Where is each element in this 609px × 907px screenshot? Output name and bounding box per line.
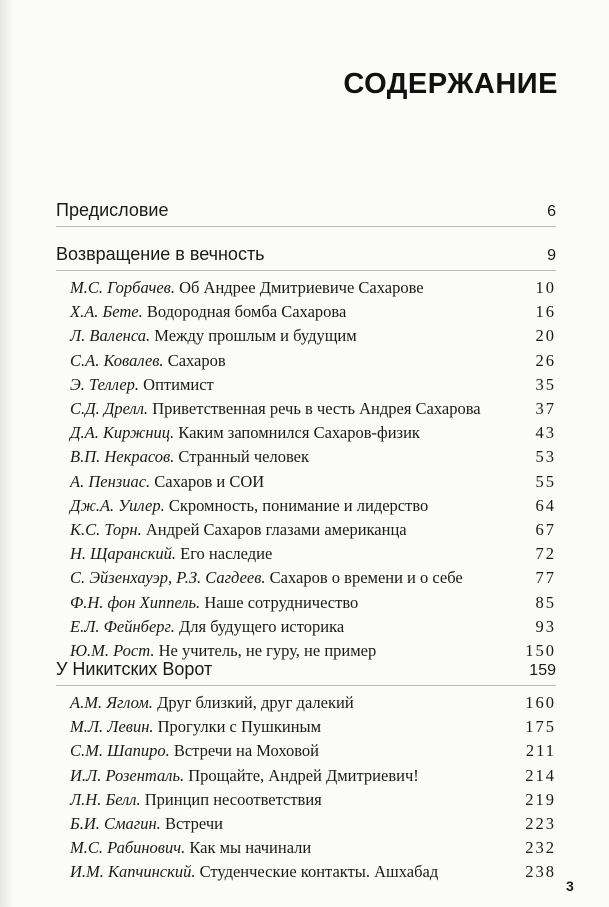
toc-entry: [56, 741, 556, 761]
entry-title: [56, 766, 419, 786]
entry-author: С.Д. Дрелл.: [70, 399, 149, 418]
entry-page-number: 35: [535, 374, 556, 394]
entry-title: [56, 641, 376, 661]
entry-page-number: 37: [535, 399, 556, 418]
entry-page-number: 160: [525, 693, 556, 712]
entry-work-title: Приветственная речь в честь Андрея Сахарова: [152, 399, 481, 418]
entry-work-title: Сахаров и СОИ: [154, 471, 265, 491]
toc-entry: [56, 326, 556, 346]
entry-title: [56, 838, 311, 858]
entry-title: [56, 568, 463, 588]
entry-page-number: 214: [525, 765, 556, 785]
entry-page-number: 20: [535, 326, 556, 346]
entry-work-title: Не учитель, не гуру, не пример: [158, 641, 377, 660]
toc-section: [56, 200, 556, 221]
entry-page-number: 175: [525, 717, 556, 737]
entry-work-title: Андрей Сахаров глазами американца: [145, 520, 407, 539]
section-divider: [56, 685, 556, 686]
entry-title: [56, 790, 322, 810]
entry-work-title: Встречи: [164, 814, 223, 833]
entry-author: А. Пензиас.: [70, 471, 151, 491]
toc-entry: [56, 375, 556, 395]
entry-work-title: Принцип несоответствия: [144, 789, 322, 809]
page-title: СОДЕРЖАНИЕ: [343, 68, 558, 100]
toc-entry: [56, 399, 556, 419]
entry-title: [56, 593, 358, 613]
entry-author: Дж.А. Уилер.: [70, 495, 165, 515]
entry-author: С. Эйзенхауэр, Р.З. Сагдеев.: [70, 568, 266, 588]
toc-entry: [56, 568, 556, 588]
entry-page-number: 85: [535, 592, 556, 612]
entry-page-number: 55: [535, 471, 556, 491]
entry-title: [56, 520, 407, 540]
toc-entry: [56, 617, 556, 637]
entry-title: [56, 423, 420, 443]
entry-author: К.С. Торн.: [70, 520, 142, 539]
toc-entry: [56, 351, 556, 371]
entry-work-title: Водородная бомба Сахарова: [146, 302, 347, 322]
entry-page-number: 43: [535, 423, 556, 443]
entry-work-title: Встречи на Моховой: [173, 741, 320, 761]
toc-entry: [56, 447, 556, 467]
entry-author: Э. Теллер.: [70, 374, 140, 394]
entry-author: С.М. Шапиро.: [70, 741, 170, 761]
entry-work-title: Оптимист: [143, 374, 214, 394]
entry-author: Д.А. Киржниц.: [70, 423, 175, 443]
entry-title: [56, 693, 354, 713]
entry-title: [56, 375, 214, 395]
entry-title: [56, 717, 321, 737]
entry-title: [56, 326, 357, 346]
toc-entry: [56, 278, 556, 298]
toc-entry: [56, 520, 556, 540]
toc-entry: [56, 814, 556, 834]
toc-entry: [56, 496, 556, 516]
entry-title: [56, 472, 264, 492]
entry-page-number: 53: [535, 447, 556, 467]
entry-author: Л.Н. Белл.: [70, 789, 141, 809]
page-number: 3: [566, 878, 574, 894]
entry-author: Л. Валенса.: [70, 326, 151, 346]
entry-title: [56, 399, 481, 419]
entry-page-number: 16: [535, 302, 556, 322]
entry-page-number: 211: [525, 741, 556, 761]
entry-author: И.М. Капчинский.: [70, 862, 196, 882]
toc-entry: [56, 766, 556, 786]
entry-author: М.С. Рабинович.: [70, 838, 186, 858]
section-page-number: 159: [529, 662, 556, 679]
entry-page-number: 67: [535, 520, 556, 539]
toc-entry: [56, 423, 556, 443]
entry-title: [56, 351, 226, 371]
entry-work-title: Между прошлым и будущим: [154, 326, 357, 346]
toc-entry: [56, 790, 556, 810]
entry-work-title: Друг близкий, друг далекий: [157, 693, 354, 712]
toc-entry: [56, 544, 556, 564]
entry-title: [56, 862, 438, 882]
entry-title: [56, 447, 309, 467]
entry-page-number: 26: [535, 350, 556, 370]
entry-page-number: 93: [535, 616, 556, 636]
entry-work-title: Студенческие контакты. Ашхабад: [199, 862, 439, 882]
section-title: У Никитских Ворот: [56, 659, 213, 679]
entry-work-title: Прощайте, Андрей Дмитриевич!: [188, 765, 419, 785]
entry-page-number: 150: [525, 641, 556, 660]
entry-page-number: 219: [525, 789, 556, 809]
entry-work-title: Его наследие: [180, 544, 273, 564]
entry-title: [56, 496, 428, 516]
entry-author: В.П. Некрасов.: [70, 447, 175, 467]
entry-work-title: Об Андрее Дмитриевиче Сахарове: [179, 278, 424, 297]
toc-entry: [56, 862, 556, 882]
entry-title: [56, 814, 223, 834]
toc-entry: [56, 693, 556, 713]
toc-section: [56, 244, 556, 265]
entry-author: С.А. Ковалев.: [70, 350, 164, 370]
toc-entry: [56, 302, 556, 322]
section-title: Возвращение в вечность: [56, 244, 265, 264]
entry-author: М.Л. Левин.: [70, 717, 154, 737]
entry-work-title: Каким запомнился Сахаров-физик: [178, 423, 420, 443]
page-binding-edge: [0, 0, 14, 907]
entry-title: [56, 544, 272, 564]
entry-title: [56, 302, 346, 322]
entry-page-number: 238: [525, 862, 556, 882]
entry-work-title: Как мы начинали: [189, 838, 312, 858]
entry-work-title: Странный человек: [178, 447, 310, 467]
entry-page-number: 10: [535, 278, 556, 297]
entry-author: Ю.М. Рост.: [70, 641, 155, 660]
section-divider: [56, 226, 556, 227]
entry-author: Ф.Н. фон Хиппель.: [70, 592, 201, 612]
toc-section: [56, 659, 556, 680]
entry-author: Н. Щаранский.: [70, 544, 176, 564]
entry-work-title: Сахаров о времени и о себе: [269, 568, 463, 588]
entry-work-title: Наше сотрудничество: [204, 592, 359, 612]
entry-author: И.Л. Розенталь.: [70, 765, 185, 785]
entry-author: Е.Л. Фейнберг.: [70, 616, 175, 636]
toc-entry: [56, 838, 556, 858]
entry-author: М.С. Горбачев.: [70, 278, 175, 297]
section-page-number: 9: [547, 247, 556, 264]
toc-entry: [56, 593, 556, 613]
toc-entry: [56, 641, 556, 661]
entry-work-title: Прогулки с Пушкиным: [157, 717, 322, 737]
entry-title: [56, 617, 344, 637]
entry-author: Б.И. Смагин.: [70, 814, 161, 833]
section-page-number: 6: [547, 203, 556, 220]
entry-page-number: 64: [535, 495, 556, 515]
section-title: Предисловие: [56, 200, 169, 220]
toc-entry: [56, 717, 556, 737]
entry-title: [56, 741, 319, 761]
entry-work-title: Сахаров: [167, 350, 226, 370]
entry-page-number: 72: [535, 544, 556, 564]
entry-title: [56, 278, 424, 298]
section-divider: [56, 270, 556, 271]
entry-page-number: 77: [535, 568, 556, 588]
entry-work-title: Скромность, понимание и лидерство: [168, 495, 429, 515]
entry-work-title: Для будущего историка: [179, 616, 345, 636]
entry-author: Х.А. Бете.: [70, 302, 143, 322]
entry-page-number: 223: [525, 814, 556, 833]
entry-author: А.М. Яглом.: [70, 693, 153, 712]
entry-page-number: 232: [525, 838, 556, 858]
toc-entry: [56, 472, 556, 492]
